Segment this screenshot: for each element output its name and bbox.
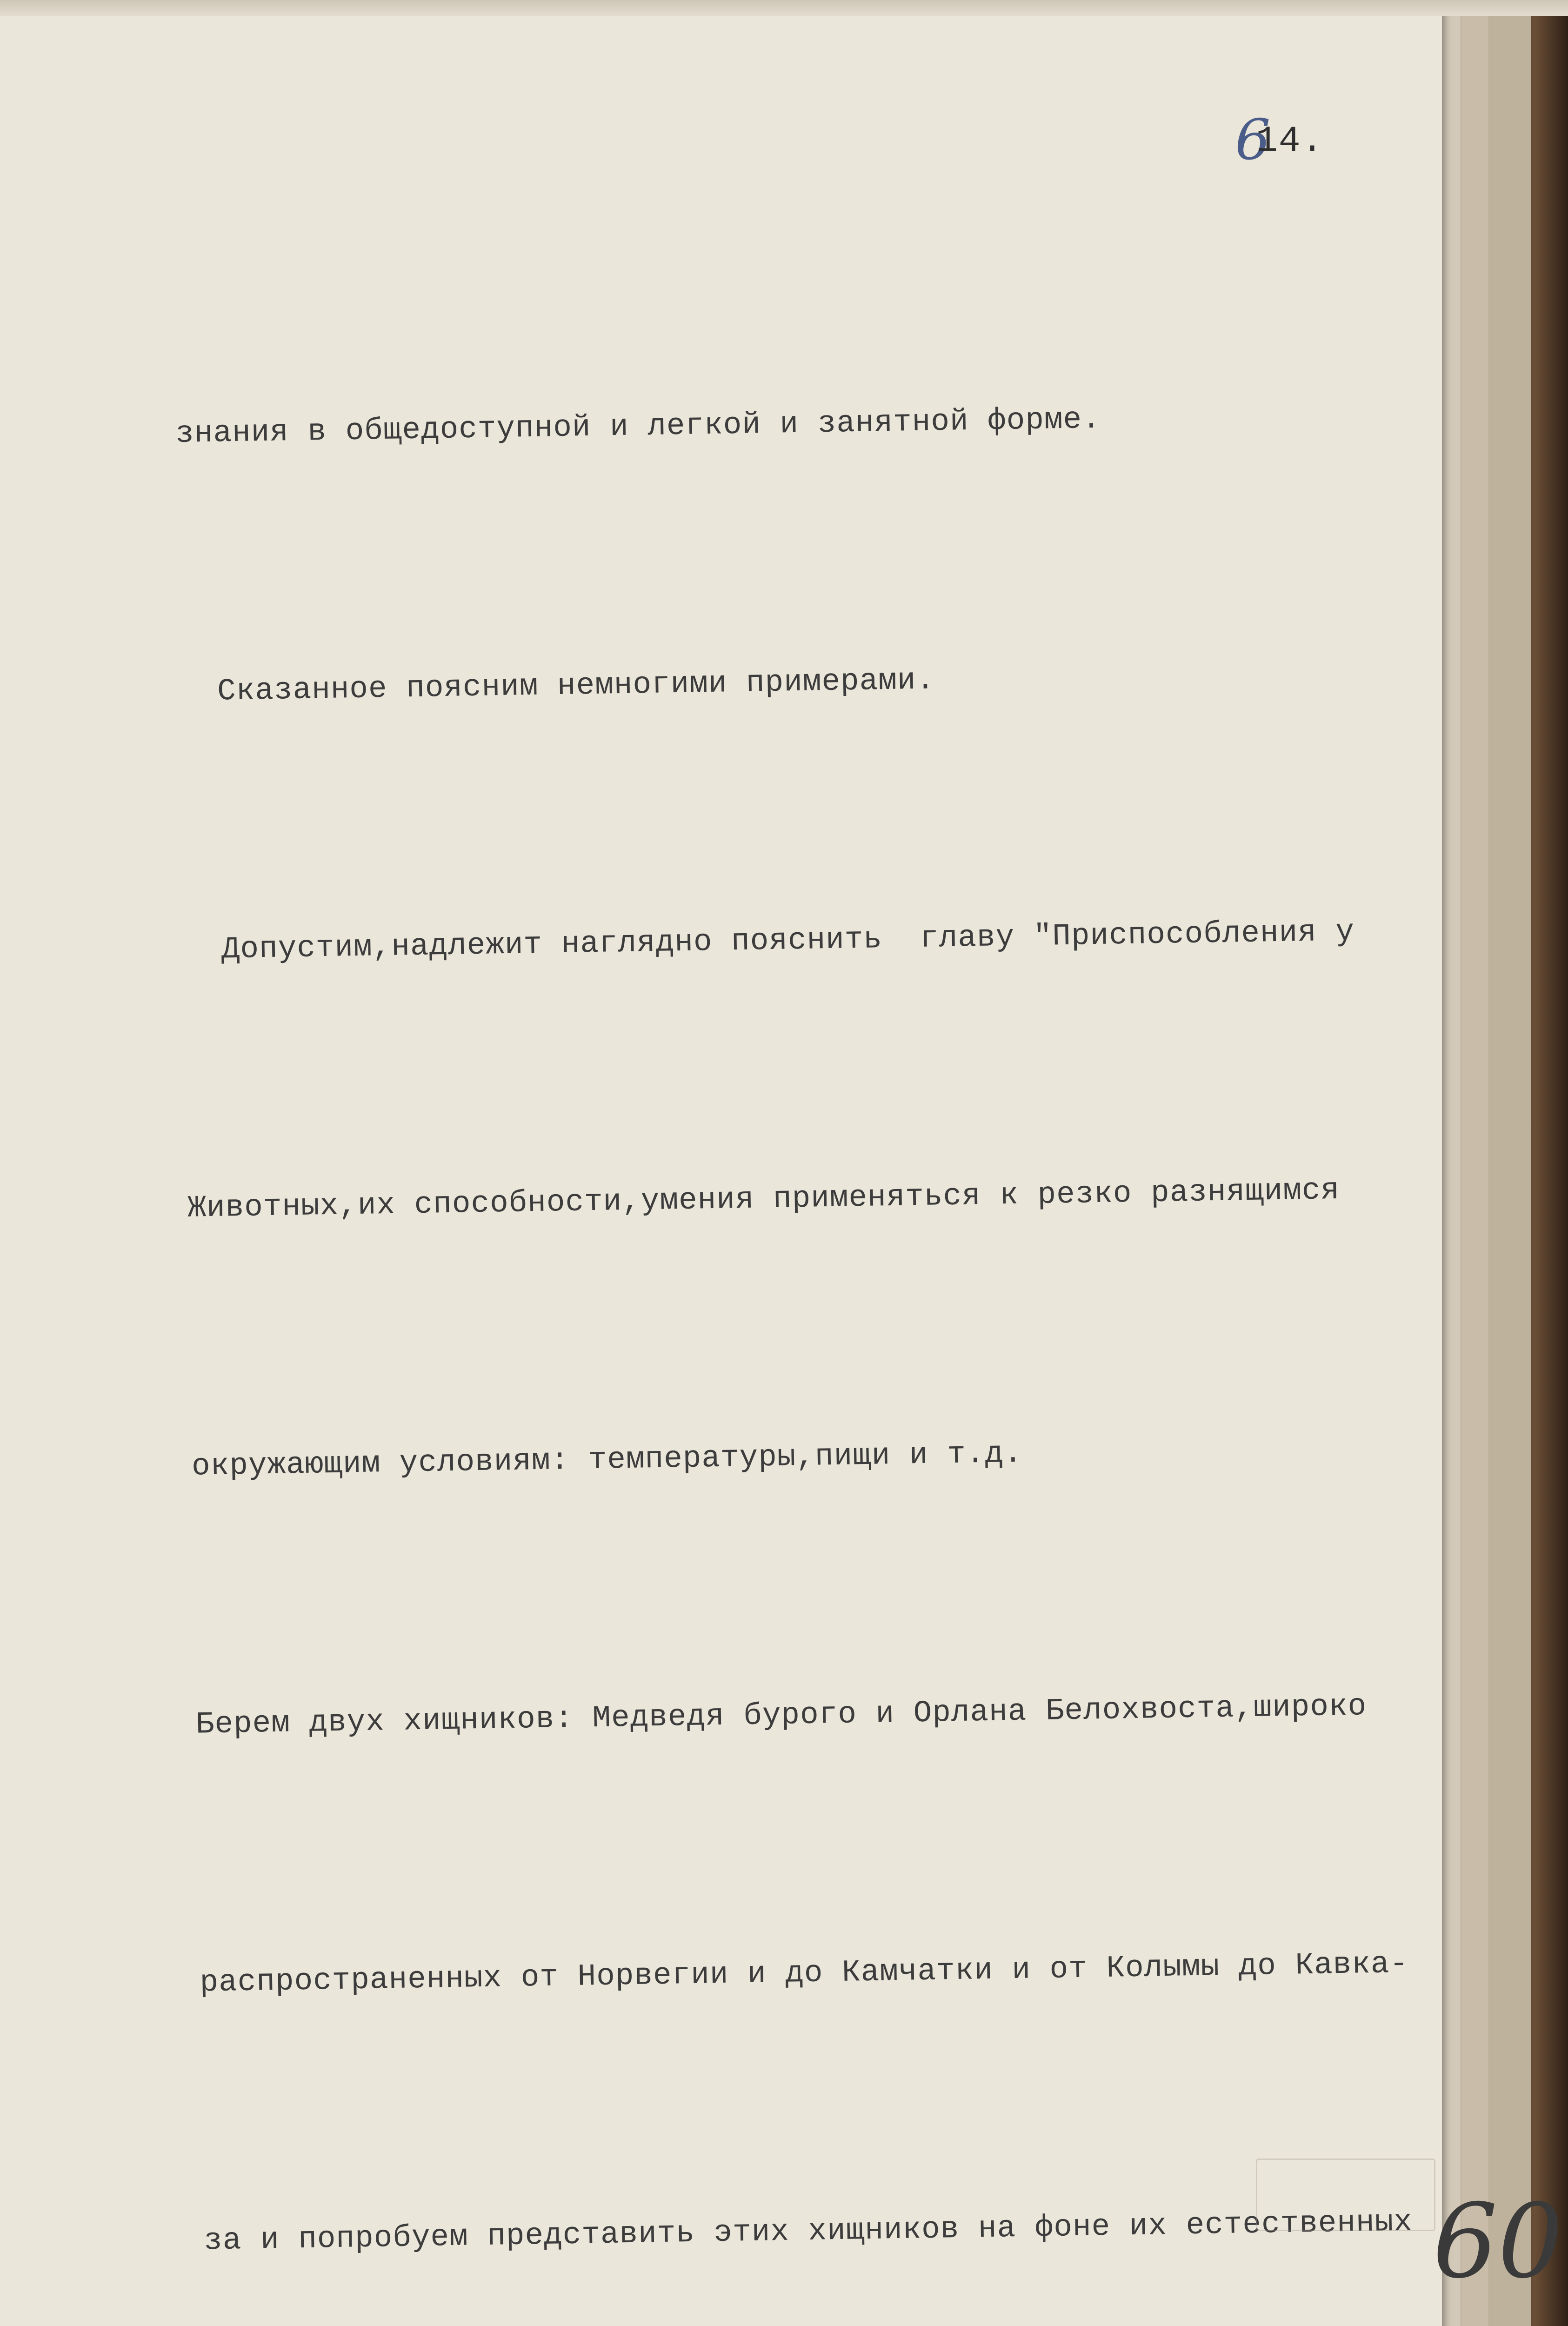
text-line: Животных,их способности,умения применяться к резко разнящимся <box>187 1172 1340 1226</box>
text-line: распространенных от Норвегии и до Камчатки и от Колымы до Кавка- <box>199 1946 1409 2000</box>
document-body <box>172 199 1556 2326</box>
text-line: Берем двух хищников: Медведя бурого и Орлана Белохвоста,широко <box>195 1689 1367 1742</box>
underlying-page-edge <box>1488 14 1531 2326</box>
pencil-folio-number: 60 <box>1433 2182 1563 2301</box>
text-line: окружающим условиям: температуры,пищи и т.д. <box>191 1436 1023 1484</box>
sheet-top-edge <box>0 0 1568 16</box>
text-line: за и попробуем представить этих хищников на фоне их естественных <box>203 2204 1413 2259</box>
faded-stamp <box>1256 2159 1435 2231</box>
pencil-page-mark: 6 <box>1235 108 1271 173</box>
text-line: знания в общедоступной и легкой и занятной форме. <box>175 401 1101 451</box>
text-line: Сказанное поясним немногими примерами. <box>179 662 935 709</box>
page-number: 14. <box>1256 121 1324 162</box>
text-line: Допустим,надлежит наглядно пояснить главу "Приспособления у <box>183 914 1355 968</box>
